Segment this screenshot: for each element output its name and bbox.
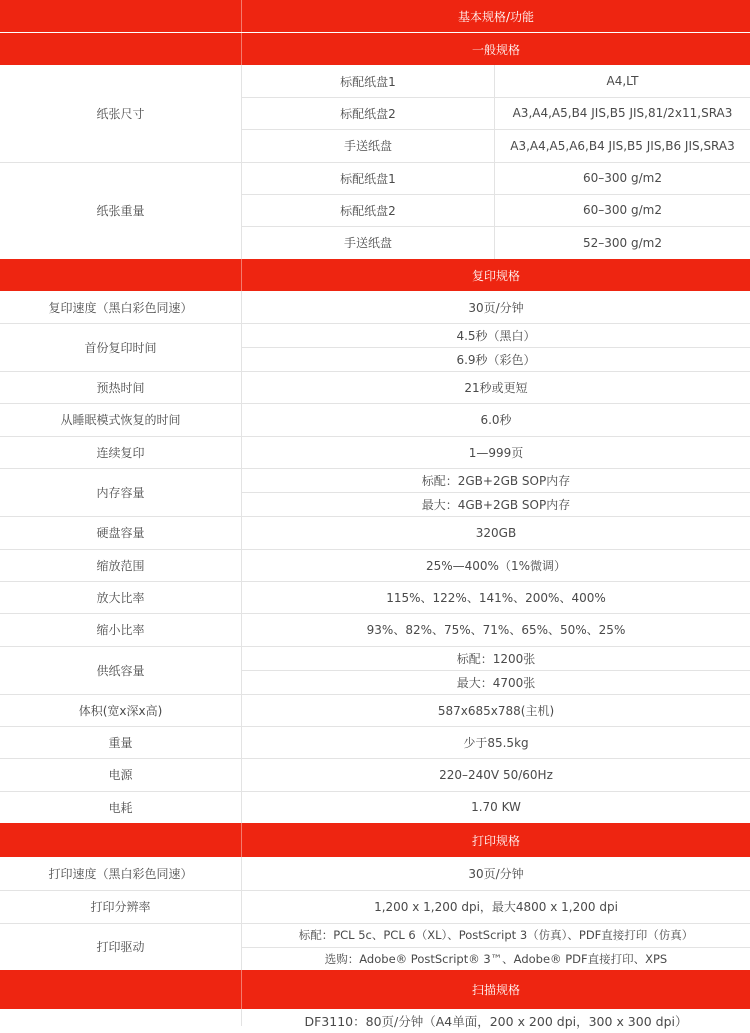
tray-label: 标配纸盘2 [340,203,396,218]
row-divider [242,194,750,195]
row-divider [0,403,750,404]
spec-value: 1—999页 [468,445,524,460]
row-divider [0,371,750,372]
section-header-general [0,33,750,65]
spec-value: 30页/分钟 [468,867,524,881]
row-label: 缩小比率 [96,623,145,637]
tray-label: 标配纸盘1 [340,74,396,89]
row-label: 供纸容量 [96,663,145,678]
spec-value: 最大：4GB+2GB SOP内存 [421,497,571,512]
row-divider [0,613,750,614]
row-divider [0,923,750,924]
spec-value: 少于85.5kg [463,735,529,750]
spec-value: 220–240V 50/60Hz [439,767,553,782]
row-label: 放大比率 [96,590,145,605]
row-divider [0,646,750,647]
row-divider [242,226,750,227]
column-divider [241,1009,242,1026]
tray-label: 标配纸盘2 [340,106,396,121]
section-header-scan [0,970,750,1009]
row-divider [0,468,750,469]
row-label: 预热时间 [96,380,145,395]
spec-value: 选购：Adobe® PostScript® 3™、Adobe® PDF直接打印、XPS [324,951,668,966]
spec-value: 标配：1200张 [456,651,536,666]
row-label: 打印分辨率 [90,900,151,914]
row-label: 复印速度（黑白彩色同速） [48,300,193,315]
row-divider [0,791,750,792]
row-divider [0,581,750,582]
row-label: 硬盘容量 [96,526,145,540]
spec-value: A4,LT [606,74,639,88]
row-divider [242,129,750,130]
column-divider [241,857,242,970]
row-divider [0,890,750,891]
row-label: 电源 [108,768,133,782]
spec-value: 21秒或更短 [464,380,528,395]
spec-value: 1,200 x 1,200 dpi，最大4800 x 1,200 dpi [374,900,618,914]
section-title: 打印规格 [471,833,520,848]
spec-value: 60–300 g/m2 [583,171,662,185]
row-label: 打印速度（黑白彩色同速） [48,867,193,881]
spec-value: DF3110：80页/分钟（A4单面，200 x 200 dpi，300 x 300 dpi） [304,1014,688,1029]
spec-value: 标配：2GB+2GB SOP内存 [421,473,571,488]
row-label: 体积(宽x深x高) [78,703,163,718]
spec-value: 4.5秒（黑白） [456,328,536,343]
row-divider [0,549,750,550]
spec-value: A3,A4,A5,B4 JIS,B5 JIS,81/2x11,SRA3 [512,106,733,120]
spec-value: 最大：4700张 [456,675,536,690]
spec-value: 标配：PCL 5c、PCL 6（XL）、PostScript 3（仿真）、PDF直接打印（仿真） [298,928,694,942]
row-label: 连续复印 [96,445,145,460]
row-divider [242,947,750,948]
tray-label: 手送纸盘 [343,139,392,153]
row-label: 缩放范围 [96,558,145,573]
row-divider [0,694,750,695]
spec-value: 587x685x788(主机) [437,703,555,718]
row-divider [0,436,750,437]
row-divider [0,323,750,324]
spec-value: 1.70 KW [471,800,521,814]
row-divider [0,726,750,727]
row-divider [242,670,750,671]
row-label: 内存容量 [96,485,145,500]
spec-value: 60–300 g/m2 [583,203,662,217]
section-title: 基本规格/功能 [457,9,535,24]
row-label: 电耗 [108,800,133,815]
row-label: 首份复印时间 [84,340,157,355]
row-label: 打印驱动 [96,940,145,954]
row-divider [0,516,750,517]
row-label: 重量 [108,735,133,750]
section-title: 复印规格 [471,268,520,283]
section-header-basic [0,0,750,32]
spec-value: 93%、82%、75%、71%、65%、50%、25% [366,623,626,637]
row-label: 从睡眠模式恢复的时间 [60,413,181,427]
spec-value: 30页/分钟 [468,300,524,315]
spec-value: 115%、122%、141%、200%、400% [386,590,606,605]
spec-value: 6.0秒 [480,413,512,427]
spec-value: 25%—400%（1%微调） [425,558,567,573]
row-divider [242,492,750,493]
spec-value: A3,A4,A5,A6,B4 JIS,B5 JIS,B6 JIS,SRA3 [510,138,735,153]
spec-value: 320GB [475,525,517,540]
section-title: 一般规格 [471,42,520,57]
row-divider [0,162,750,163]
spec-value: 52–300 g/m2 [583,235,662,250]
row-label-paper-weight: 纸张重量 [96,204,145,218]
row-label-paper-size: 纸张尺寸 [96,107,145,121]
tray-label: 标配纸盘1 [340,171,396,186]
row-divider [242,97,750,98]
section-header-print [0,823,750,857]
row-divider [242,347,750,348]
section-header-copy [0,259,750,291]
spec-value: 6.9秒（彩色） [456,352,536,367]
row-divider [0,758,750,759]
section-title: 扫描规格 [471,983,520,997]
tray-label: 手送纸盘 [343,236,392,250]
